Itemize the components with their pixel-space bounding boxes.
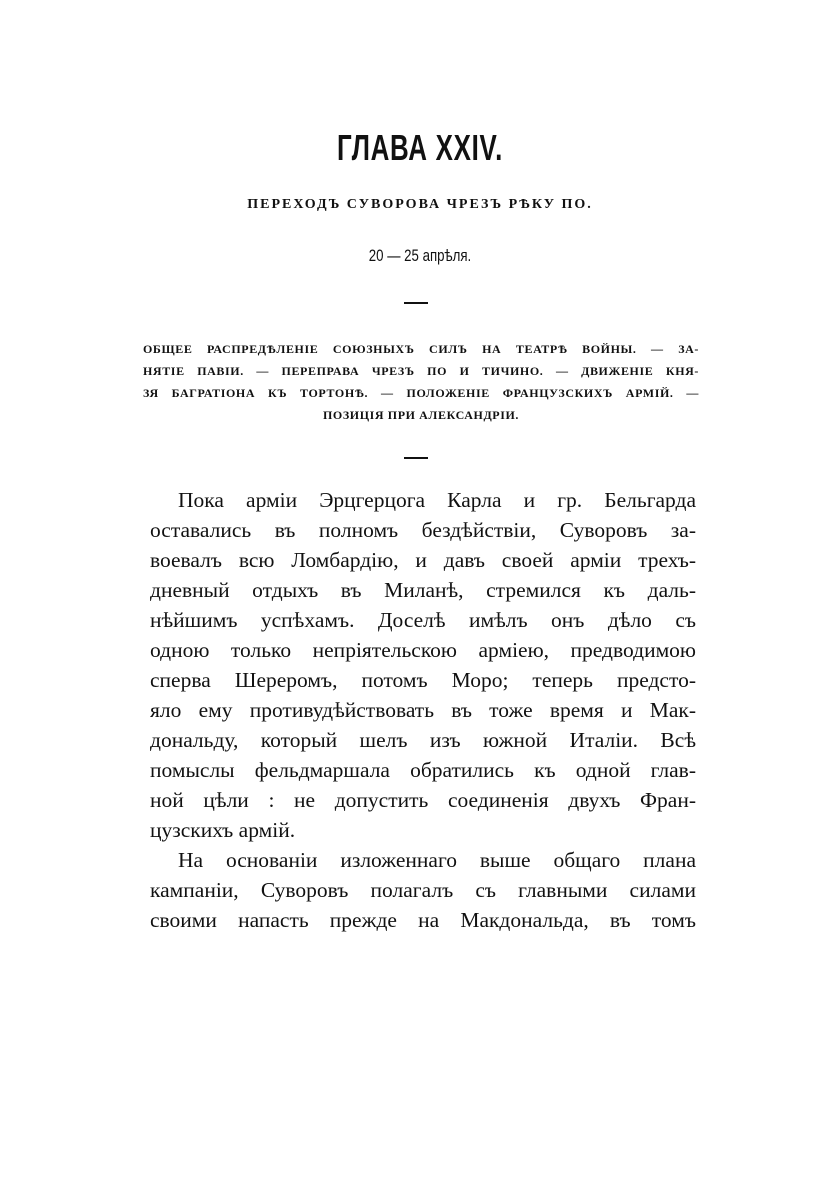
section-divider-top [404, 302, 428, 304]
body-line: яло ему противудѣйствовать въ тоже время и Мак- [150, 698, 696, 722]
body-line: своими напасть прежде на Макдональда, въ томъ [150, 908, 696, 932]
body-line: одною только непріятельскою арміею, предводимою [150, 638, 696, 662]
summary-line: НЯТІЕ ПАВІИ. — ПЕРЕПРАВА ЧРЕЗЪ ПО И ТИЧИНО. — ДВИЖЕНІЕ КНЯ- [143, 364, 699, 378]
body-line: кампаніи, Суворовъ полагалъ съ главными силами [150, 878, 696, 902]
body-line: дневный отдыхъ въ Миланѣ, стремился къ даль- [150, 578, 696, 602]
body-line: На основаніи изложеннаго выше общаго плана [178, 848, 696, 872]
body-line: помыслы фельдмаршала обратились къ одной глав- [150, 758, 696, 782]
body-line: дональду, который шелъ изъ южной Италіи. Всѣ [150, 728, 696, 752]
body-line: воевалъ всю Ломбардію, и давъ своей арміи трехъ- [150, 548, 696, 572]
chapter-subtitle: ПЕРЕХОДЪ СУВОРОВА ЧРЕЗЪ РѢКУ ПО. [247, 197, 593, 212]
summary-line: ПОЗИЦІЯ ПРИ АЛЕКСАНДРІИ. [322, 408, 520, 422]
body-line: Пока арміи Эрцгерцога Карла и гр. Бельгарда [178, 488, 696, 512]
body-text [150, 485, 696, 935]
chapter-title: ГЛАВА XXIV. [336, 127, 504, 168]
chapter-date: 20 — 25 апрѣля. [368, 246, 472, 265]
summary-line: ОБЩЕЕ РАСПРЕДѢЛЕНІЕ СОЮЗНЫХЪ СИЛЪ НА ТЕАТРѢ ВОЙНЫ. — ЗА- [143, 342, 699, 356]
body-line: оставались въ полномъ бездѣйствіи, Суворовъ за- [150, 518, 696, 542]
body-line: цузскихъ армій. [150, 818, 296, 842]
summary-line: ЗЯ БАГРАТІОНА КЪ ТОРТОНѢ. — ПОЛОЖЕНІЕ ФРАНЦУЗСКИХЪ АРМІЙ. — [143, 386, 699, 400]
chapter-summary [143, 338, 699, 426]
body-line: сперва Шереромъ, потомъ Моро; теперь предсто- [150, 668, 696, 692]
section-divider-bottom [404, 457, 428, 459]
body-line: ной цѣли : не допустить соединенія двухъ Фран- [150, 788, 696, 812]
body-line: нѣйшимъ успѣхамъ. Доселѣ имѣлъ онъ дѣло съ [150, 608, 696, 632]
